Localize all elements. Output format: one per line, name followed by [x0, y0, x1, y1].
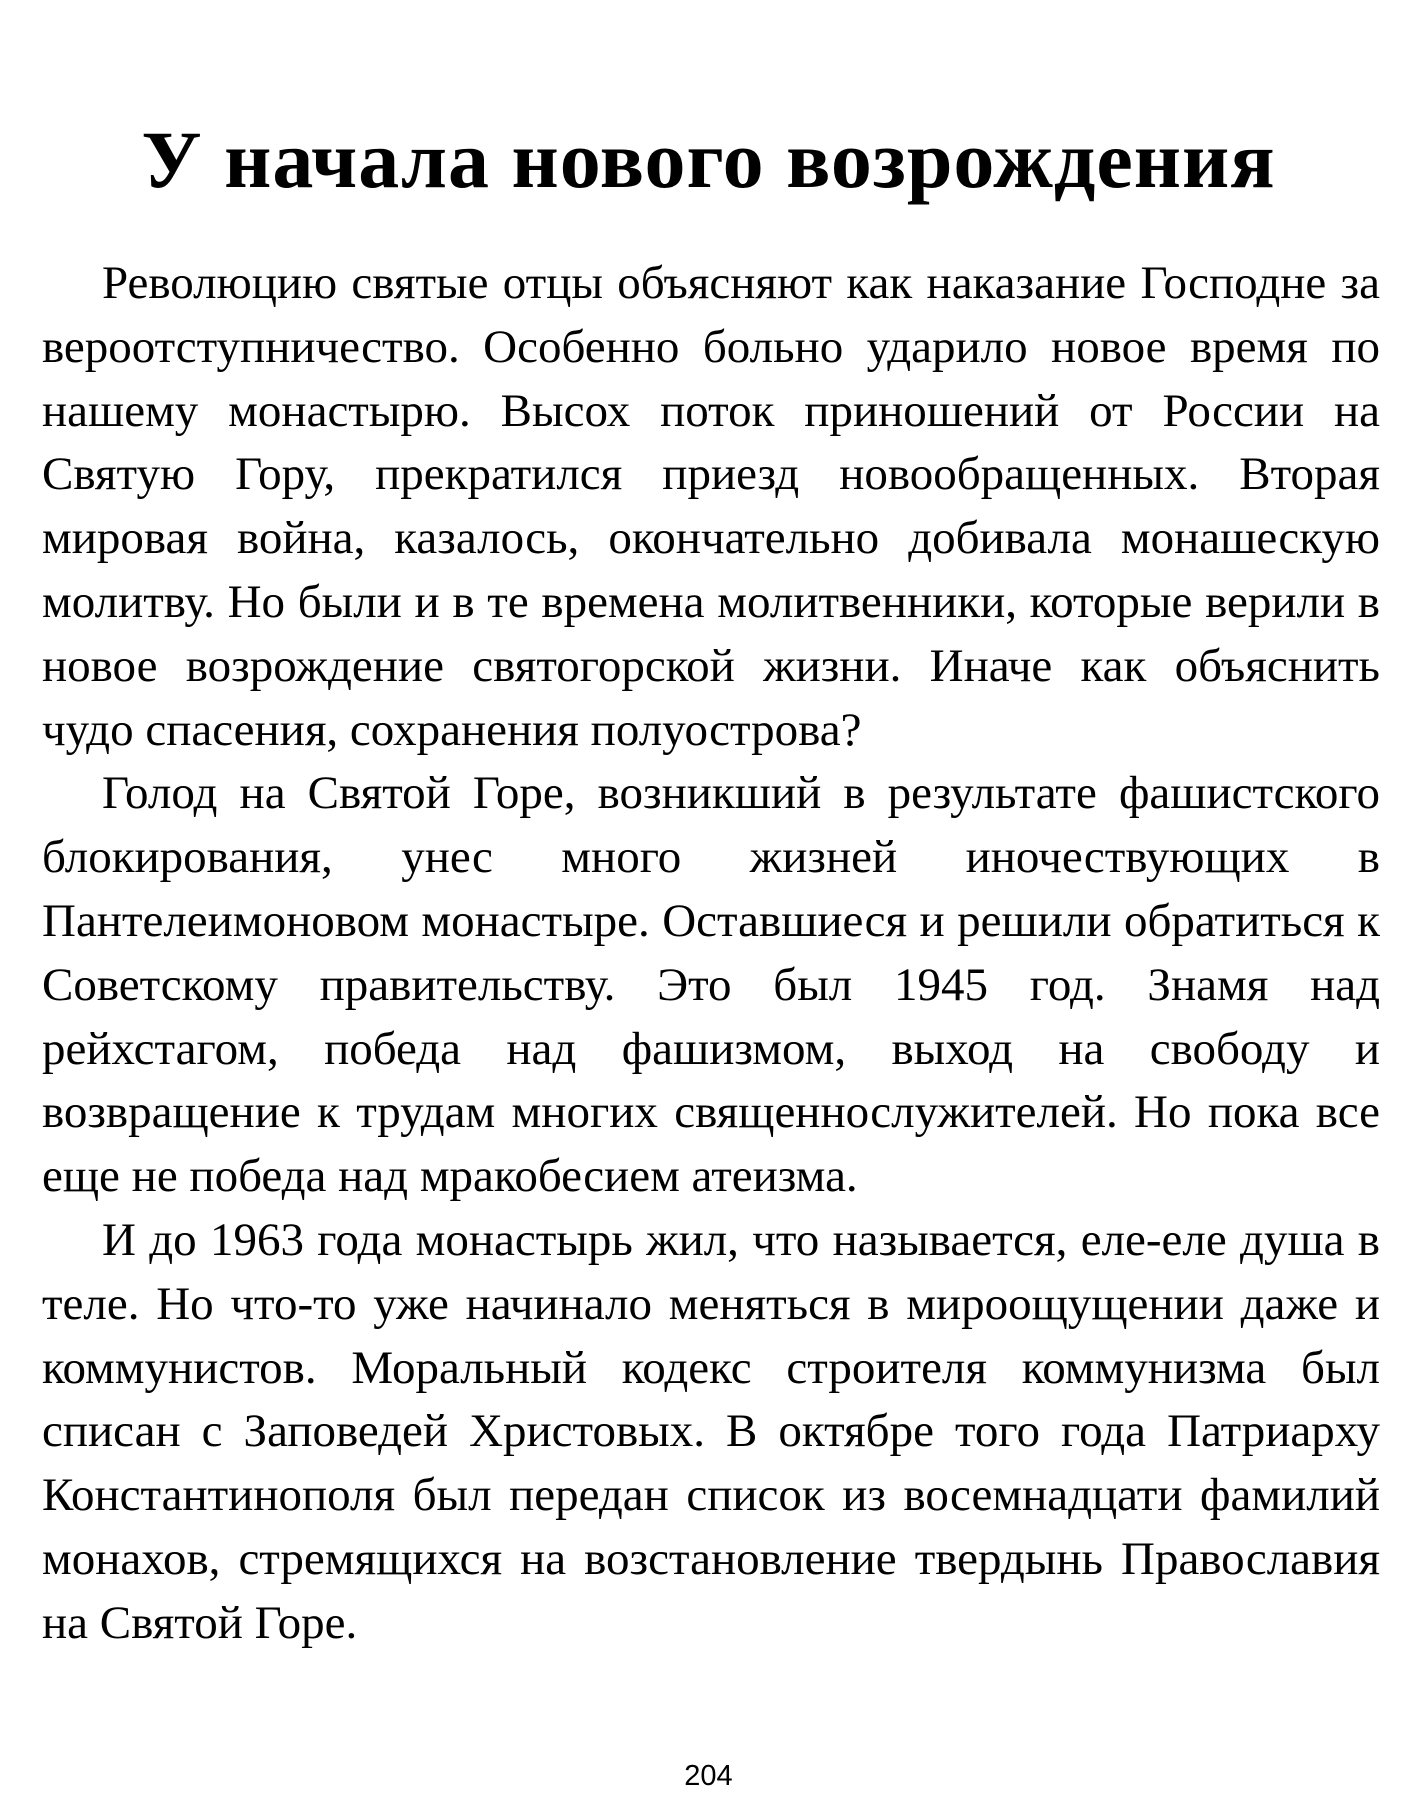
- page-title: У начала нового возрождения: [141, 114, 1276, 205]
- body-text: [42, 252, 1380, 1656]
- paragraph-3: И до 1963 года монастырь жил, что называется, еле-еле душа в теле. Но что-то уже начинало меняться в мироощущении даже и коммунистов. Моральный кодекс строителя коммунизма был списан с Заповедей Христовых. В октябре того года Патриарху Константинополя был передан список из восемнадцати фамилий монахов, стремящихся на возстановление твердынь Православия на Святой Горе.: [42, 1213, 1380, 1649]
- page-number: 204: [684, 1760, 733, 1792]
- paragraph-2: Голод на Святой Горе, возникший в результате фашистского блокирования, унес много жизней иночествующих в Пантелеимоновом монастыре. Оставшиеся и решили обратиться к Советскому правительству. Это был 1945 год. Знамя над рейхстагом, победа над фашизмом, выход на свободу и возвращение к трудам многих священнослужителей. Но пока все еще не победа над мракобесием атеизма.: [42, 767, 1380, 1203]
- paragraph-1: Революцию святые отцы объясняют как наказание Господне за вероотступничество. Особенно больно ударило новое время по нашему монастырю. Высох поток приношений от России на Святую Гору, прекратился приезд новообращенных. Вторая мировая война, казалось, окончательно добивала монашескую молитву. Но были и в те времена молитвенники, которые верили в новое возрождение святогорской жизни. Иначе как объяснить чудо спасения, сохранения полуострова?: [42, 257, 1380, 756]
